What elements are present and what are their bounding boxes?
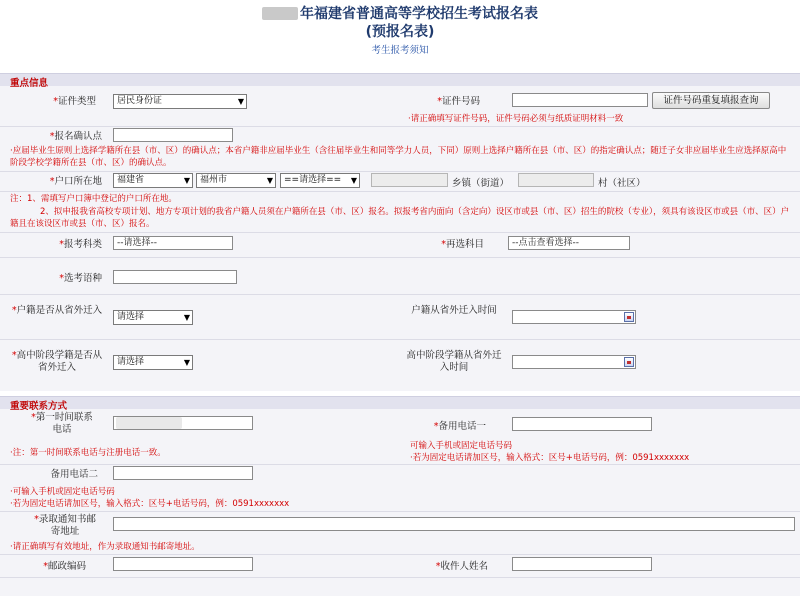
chevron-down-icon: ▼ bbox=[183, 313, 190, 322]
calendar-icon[interactable] bbox=[624, 357, 634, 367]
mail-hint: ·请正确填写有效地址，作为录取通知书邮寄地址。 bbox=[10, 542, 200, 552]
school-moved-time-label: 高中阶段学籍从省外迁入时间 bbox=[406, 350, 502, 373]
school-moved-select[interactable]: 请选择 ▼ bbox=[113, 355, 193, 370]
village-input[interactable] bbox=[518, 173, 594, 187]
backup2-input[interactable] bbox=[113, 466, 253, 480]
reselect-label: *再选科目 bbox=[441, 239, 484, 250]
contact-header bbox=[0, 396, 800, 409]
id-number-label: *证件号码 bbox=[437, 96, 480, 107]
form-title bbox=[0, 0, 800, 40]
chevron-down-icon: ▼ bbox=[183, 358, 190, 367]
hukou-moved-time-label: 户籍从省外迁入时间 bbox=[411, 305, 497, 316]
divider bbox=[0, 577, 800, 578]
backup1-hint-1: 可输入手机或固定电话号码 bbox=[410, 441, 513, 451]
chevron-down-icon: ▼ bbox=[183, 176, 190, 185]
mail-address-label: *录取通知书邮寄地址 bbox=[34, 514, 96, 537]
village-label: 村（社区） bbox=[598, 178, 646, 189]
id-dup-check-button[interactable]: 证件号码重复填报查询 bbox=[652, 92, 770, 109]
school-moved-label: *高中阶段学籍是否从省外迁入 bbox=[11, 350, 103, 373]
phone1-note: ·注：第一时间联系电话与注册电话一致。 bbox=[10, 448, 166, 458]
chevron-down-icon: ▼ bbox=[237, 97, 244, 106]
chevron-down-icon: ▼ bbox=[266, 176, 273, 185]
title-line-1 bbox=[0, 3, 800, 23]
backup1-label: *备用电话一 bbox=[433, 421, 486, 432]
divider bbox=[0, 171, 800, 172]
backup1-input[interactable] bbox=[512, 417, 652, 431]
township-input[interactable] bbox=[371, 173, 448, 187]
recipient-input[interactable] bbox=[512, 557, 652, 571]
confirm-point-hint: ·应届毕业生原则上选择学籍所在县（市、区）的确认点；本省户籍非应届毕业生（含往届毕业生和同等学力人员，下同）原则上选择户籍所在县（市、区）的指定确认点；随迁子女非应届毕业生应选择原高中阶段学校学籍所在县（市、区）的确认点。 bbox=[10, 146, 787, 168]
divider bbox=[0, 294, 800, 295]
key-info-header bbox=[0, 73, 800, 86]
subject-type-select[interactable]: --请选择-- bbox=[113, 236, 233, 250]
id-number-input[interactable] bbox=[512, 93, 648, 107]
hukou-moved-time-input[interactable] bbox=[512, 310, 636, 324]
divider bbox=[0, 554, 800, 555]
mail-address-input[interactable] bbox=[113, 517, 795, 531]
hukou-note-1: 注：1、需填写户口簿中登记的户口所在地。 bbox=[10, 194, 177, 204]
divider bbox=[0, 191, 800, 192]
subject-type-label: *报考科类 bbox=[59, 239, 102, 250]
phone1-label: *第一时间联系电话 bbox=[31, 412, 93, 435]
chevron-down-icon: ▼ bbox=[350, 176, 357, 185]
hukou-moved-label: *户籍是否从省外迁入 bbox=[11, 305, 103, 316]
backup2-label: 备用电话二 bbox=[50, 469, 98, 480]
hukou-district-select[interactable]: ==请选择== ▼ bbox=[280, 173, 360, 188]
divider bbox=[0, 257, 800, 258]
divider bbox=[0, 126, 800, 127]
hukou-city-select[interactable]: 福州市 ▼ bbox=[196, 173, 276, 188]
contact-title: 重要联系方式 bbox=[10, 401, 68, 412]
notice-link[interactable] bbox=[0, 42, 800, 56]
school-moved-time-input[interactable] bbox=[512, 355, 636, 369]
redacted-phone bbox=[116, 417, 182, 429]
notice-link-text[interactable]: 考生报考须知 bbox=[371, 45, 429, 56]
key-info-title: 重点信息 bbox=[10, 78, 49, 89]
foreign-lang-input[interactable] bbox=[113, 270, 237, 284]
confirm-point-label: *报名确认点 bbox=[49, 131, 102, 142]
id-type-select[interactable]: 居民身份证 ▼ bbox=[113, 94, 247, 109]
id-type-label: *证件类型 bbox=[53, 96, 96, 107]
township-label: 乡镇（街道） bbox=[452, 178, 510, 189]
backup1-hint-2: ·若为固定电话请加区号，输入格式：区号+电话号码，例：0591xxxxxxx bbox=[410, 453, 690, 463]
postcode-input[interactable] bbox=[113, 557, 253, 571]
id-number-hint: ·请正确填写证件号码，证件号码必须与纸质证明材料一致 bbox=[408, 114, 624, 124]
hukou-province-select[interactable]: 福建省 ▼ bbox=[113, 173, 193, 188]
hukou-label: *户口所在地 bbox=[49, 176, 102, 187]
confirm-point-input[interactable] bbox=[113, 128, 233, 142]
postcode-label: *邮政编码 bbox=[43, 561, 86, 572]
calendar-icon[interactable] bbox=[624, 312, 634, 322]
hukou-note-2: 2、拟申报我省高校专项计划、地方专项计划的我省户籍人员须在户籍所在县（市、区）报名。拟报考省内面向（含定向）设区市或县（市、区）招生的院校（专业），须具有该设区市或县（市、区）户籍且在该设区市或县（市、区）报名。 bbox=[10, 207, 790, 229]
reselect-select[interactable]: --点击查看选择-- bbox=[508, 236, 630, 250]
hukou-moved-select[interactable]: 请选择 ▼ bbox=[113, 310, 193, 325]
divider bbox=[0, 232, 800, 233]
backup2-hint-2: ·若为固定电话请加区号，输入格式：区号+电话号码，例：0591xxxxxxx bbox=[10, 499, 290, 509]
recipient-label: *收件人姓名 bbox=[435, 561, 488, 572]
title-line-2: (预报名表) bbox=[365, 24, 435, 40]
title-text: 年福建省普通高等学校招生考试报名表 bbox=[300, 6, 538, 22]
foreign-lang-label: *选考语种 bbox=[59, 273, 102, 284]
divider bbox=[0, 339, 800, 340]
redacted-year bbox=[262, 7, 298, 20]
backup2-hint-1: ·可输入手机或固定电话号码 bbox=[10, 487, 115, 497]
divider bbox=[0, 464, 800, 465]
divider bbox=[0, 511, 800, 512]
phone1-input[interactable] bbox=[113, 416, 253, 430]
